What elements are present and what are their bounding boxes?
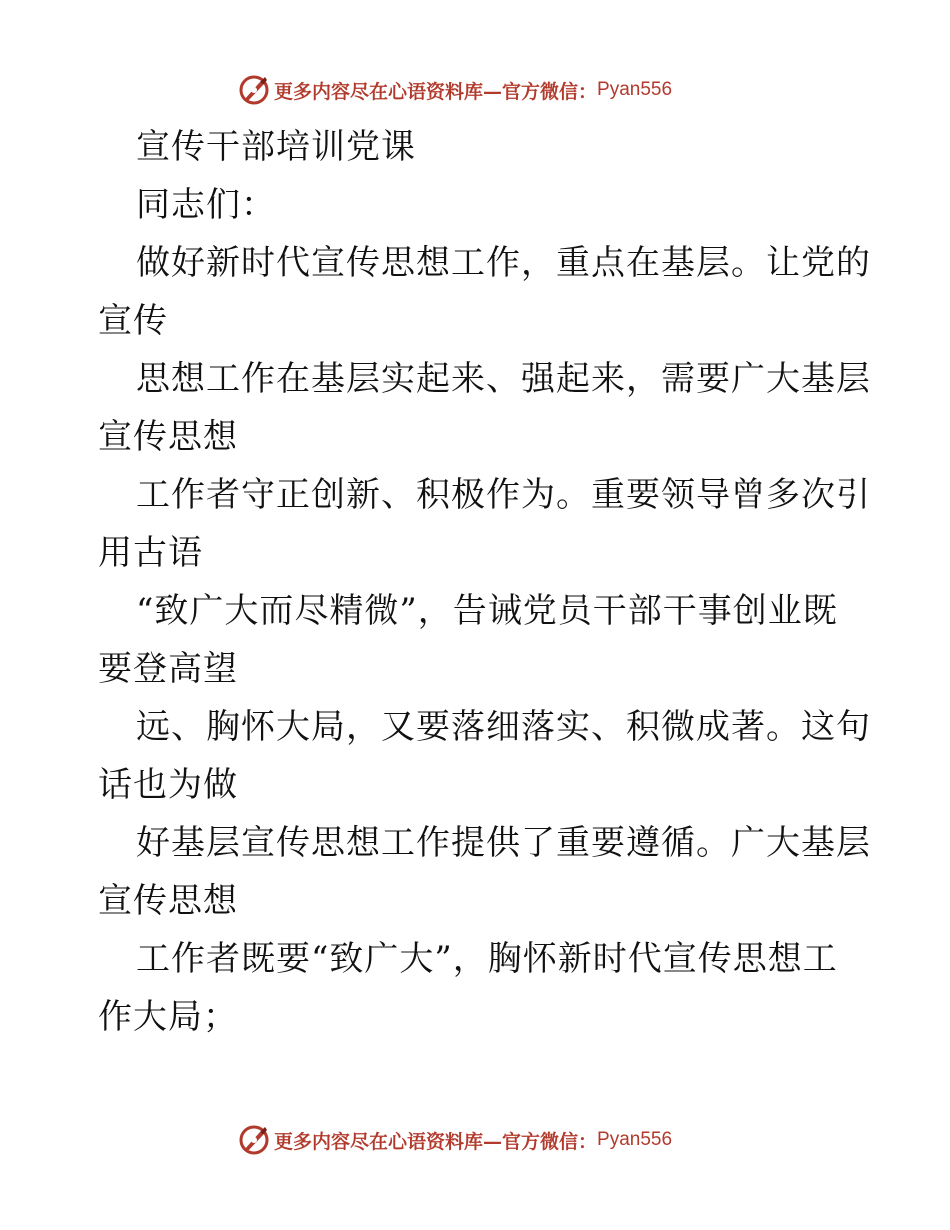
footer-banner	[238, 1122, 672, 1158]
paragraph-line: 远、胸怀大局，又要落细落实、积微成著。这句	[136, 707, 871, 747]
header-banner	[238, 72, 672, 108]
paragraph-line: 工作者守正创新、积极作为。重要领导曾多次引	[136, 475, 871, 515]
document-body	[98, 118, 871, 1046]
quill-pen-logo-icon	[238, 1124, 270, 1156]
banner-text: 更多内容尽在心语资料库—官方微信：	[274, 1130, 598, 1153]
paragraph-line: 宣传	[98, 301, 168, 341]
salutation: 同志们：	[136, 185, 276, 225]
paragraph-line: “致广大而尽精微”，告诫党员干部干事创业既	[136, 591, 838, 631]
paragraph-line: 宣传思想	[98, 881, 238, 921]
paragraph-line: 话也为做	[98, 765, 238, 805]
paragraph-line: 思想工作在基层实起来、强起来，需要广大基层	[136, 359, 871, 399]
paragraph-line: 用古语	[98, 533, 203, 573]
paragraph-line: 宣传思想	[98, 417, 238, 457]
paragraph-line: 作大局；	[98, 997, 238, 1037]
paragraph-line: 做好新时代宣传思想工作，重点在基层。让党的	[136, 243, 871, 283]
quill-pen-logo-icon	[238, 74, 270, 106]
paragraph-line: 好基层宣传思想工作提供了重要遵循。广大基层	[136, 823, 871, 863]
paragraph-line: 工作者既要“致广大”，胸怀新时代宣传思想工	[136, 939, 838, 979]
document-title: 宣传干部培训党课	[136, 127, 416, 167]
paragraph-line: 要登高望	[98, 649, 238, 689]
banner-contact-id: Pyan556	[597, 1129, 673, 1150]
banner-contact-id: Pyan556	[597, 79, 673, 100]
banner-text: 更多内容尽在心语资料库—官方微信：	[274, 80, 598, 103]
